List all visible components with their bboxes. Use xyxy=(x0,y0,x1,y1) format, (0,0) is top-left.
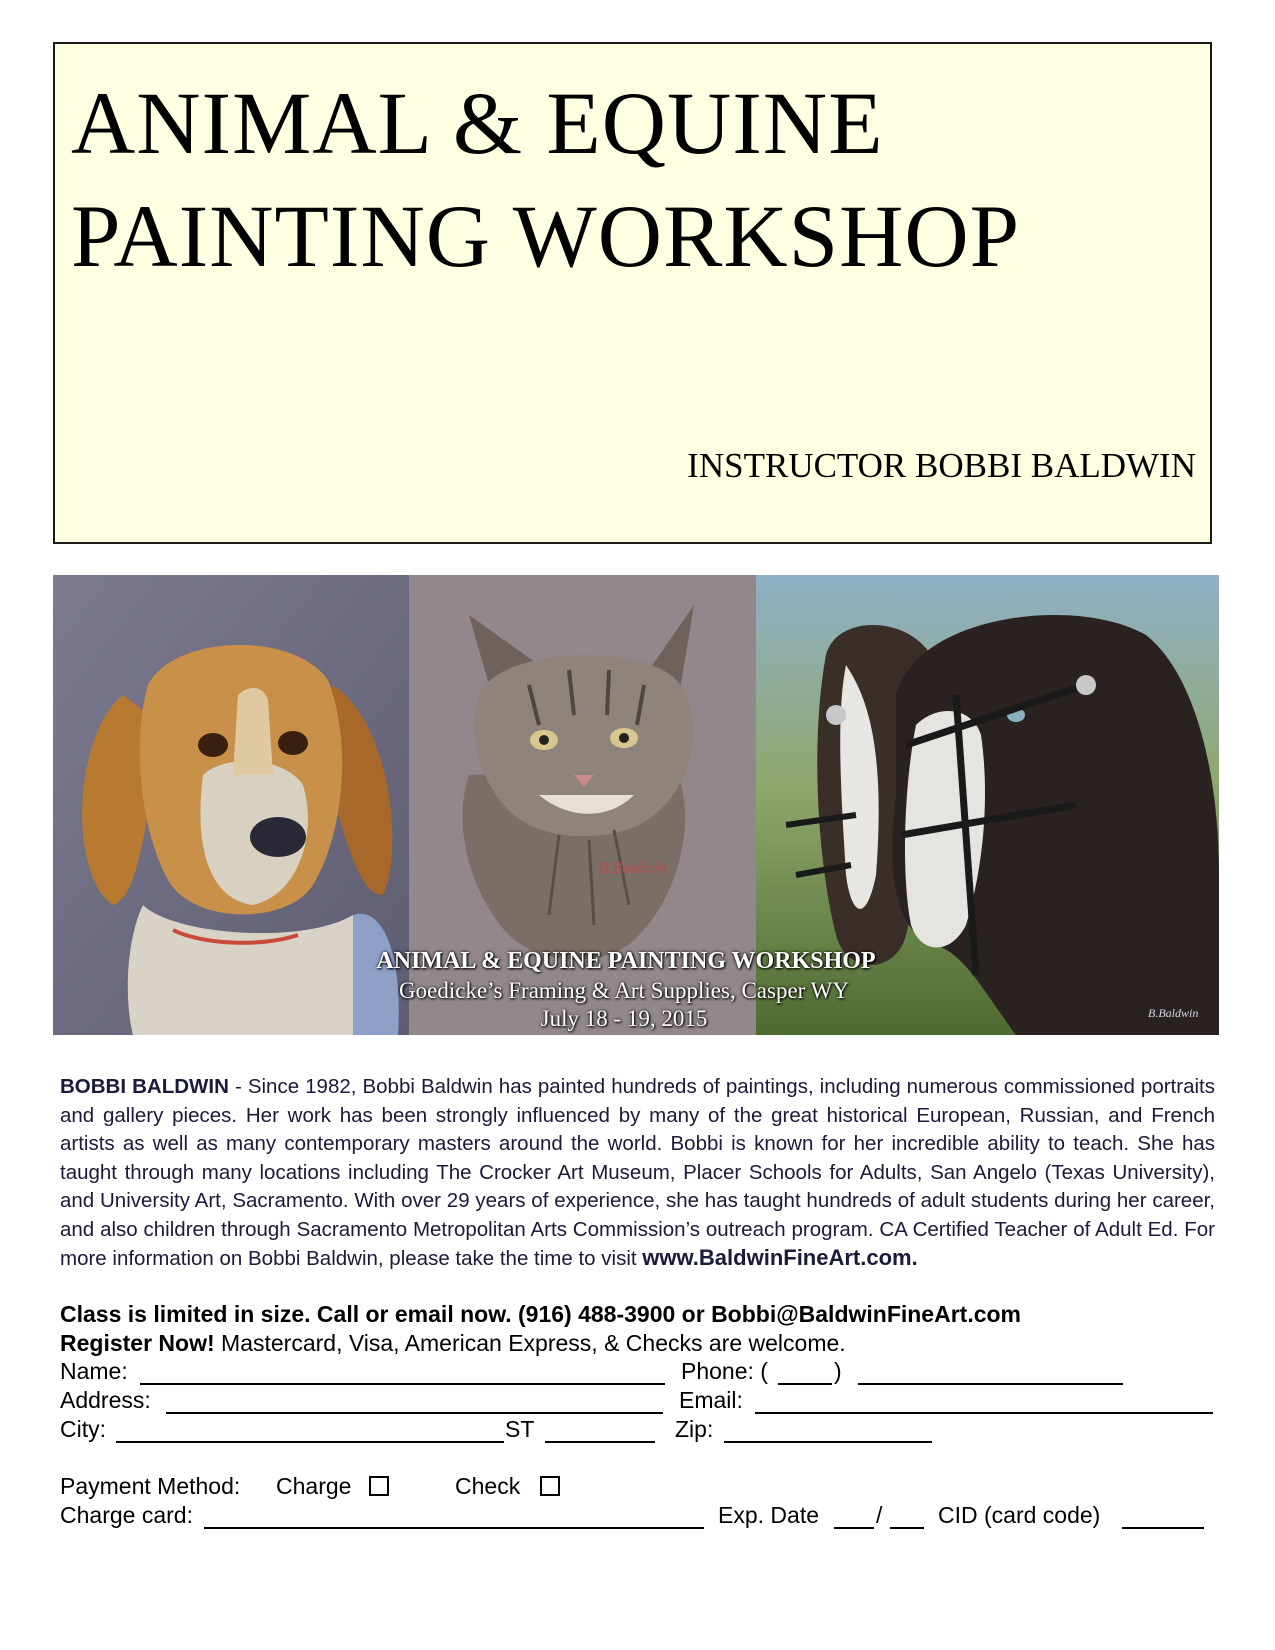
title-line-1: ANIMAL & EQUINE xyxy=(71,75,884,173)
register-now: Register Now! xyxy=(60,1330,215,1356)
exp-month-field[interactable] xyxy=(834,1527,874,1529)
exp-date-label: Exp. Date xyxy=(718,1502,819,1528)
bio-paragraph xyxy=(60,1073,1215,1274)
contact-line: Class is limited in size. Call or email now. (916) 488-3900 or Bobbi@BaldwinFineArt.com xyxy=(60,1301,1022,1327)
email-label: Email: xyxy=(679,1387,743,1413)
instructor-name: INSTRUCTOR BOBBI BALDWIN xyxy=(687,446,1196,485)
state-field[interactable] xyxy=(545,1441,655,1443)
phone-area-code-field[interactable] xyxy=(778,1383,832,1385)
website-link[interactable]: www.BaldwinFineArt.com. xyxy=(642,1245,918,1270)
banner-caption-dates: July 18 - 19, 2015 xyxy=(540,1006,708,1031)
charge-card-field[interactable] xyxy=(204,1527,704,1529)
zip-field[interactable] xyxy=(724,1441,932,1443)
charge-card-label: Charge card: xyxy=(60,1502,193,1528)
cid-label: CID (card code) xyxy=(938,1502,1101,1528)
banner-caption-location: Goedicke’s Framing & Art Supplies, Casper WY xyxy=(399,978,849,1003)
register-line xyxy=(60,1329,846,1357)
name-field[interactable] xyxy=(140,1383,665,1385)
check-label: Check xyxy=(455,1473,521,1499)
bio-name: BOBBI BALDWIN xyxy=(60,1075,229,1098)
exp-date-separator: / xyxy=(876,1502,883,1528)
phone-close-paren: ) xyxy=(834,1358,842,1384)
phone-number-field[interactable] xyxy=(858,1383,1123,1385)
exp-year-field[interactable] xyxy=(890,1527,924,1529)
banner-caption-title: ANIMAL & EQUINE PAINTING WORKSHOP xyxy=(376,948,876,974)
cat-signature: B.Baldwin xyxy=(599,860,667,877)
address-field[interactable] xyxy=(166,1412,663,1414)
title-line-2: PAINTING WORKSHOP xyxy=(71,188,1021,286)
payment-method-label: Payment Method: xyxy=(60,1473,241,1499)
city-label: City: xyxy=(60,1416,106,1442)
bio-text: - Since 1982, Bobbi Baldwin has painted hundreds of paintings, including numerous commissioned portraits and gallery pieces. Her work has been strongly influenced by many of the great historical European, Russian, and French artists as well as many contemporary masters around the world. Bobbi is known for her incredible ability to teach. She has taught through many locations including The Crocker Art Museum, Placer Schools for Adults, San Angelo (Texas University), and University Art, Sacramento. With over 29 years of experience, she has taught hundreds of adult students during her career, and also children through Sacramento Metropolitan Arts Commission’s outreach program. CA Certified Teacher of Adult Ed. For more information on Bobbi Baldwin, please take the time to visit xyxy=(60,1075,1215,1270)
address-label: Address: xyxy=(60,1387,151,1413)
title-box xyxy=(53,42,1212,544)
city-field[interactable] xyxy=(116,1441,504,1443)
email-field[interactable] xyxy=(755,1412,1213,1414)
cid-field[interactable] xyxy=(1122,1527,1204,1529)
phone-label: Phone: ( xyxy=(681,1358,768,1384)
payment-accepted: Mastercard, Visa, American Express, & Checks are welcome. xyxy=(214,1330,846,1356)
charge-label: Charge xyxy=(276,1473,352,1499)
horse-signature: B.Baldwin xyxy=(1148,1006,1199,1020)
check-checkbox[interactable] xyxy=(540,1476,560,1496)
charge-checkbox[interactable] xyxy=(369,1476,389,1496)
zip-label: Zip: xyxy=(675,1416,714,1442)
painting-banner xyxy=(53,575,1219,1035)
name-label: Name: xyxy=(60,1358,128,1384)
state-label: ST xyxy=(505,1416,535,1442)
